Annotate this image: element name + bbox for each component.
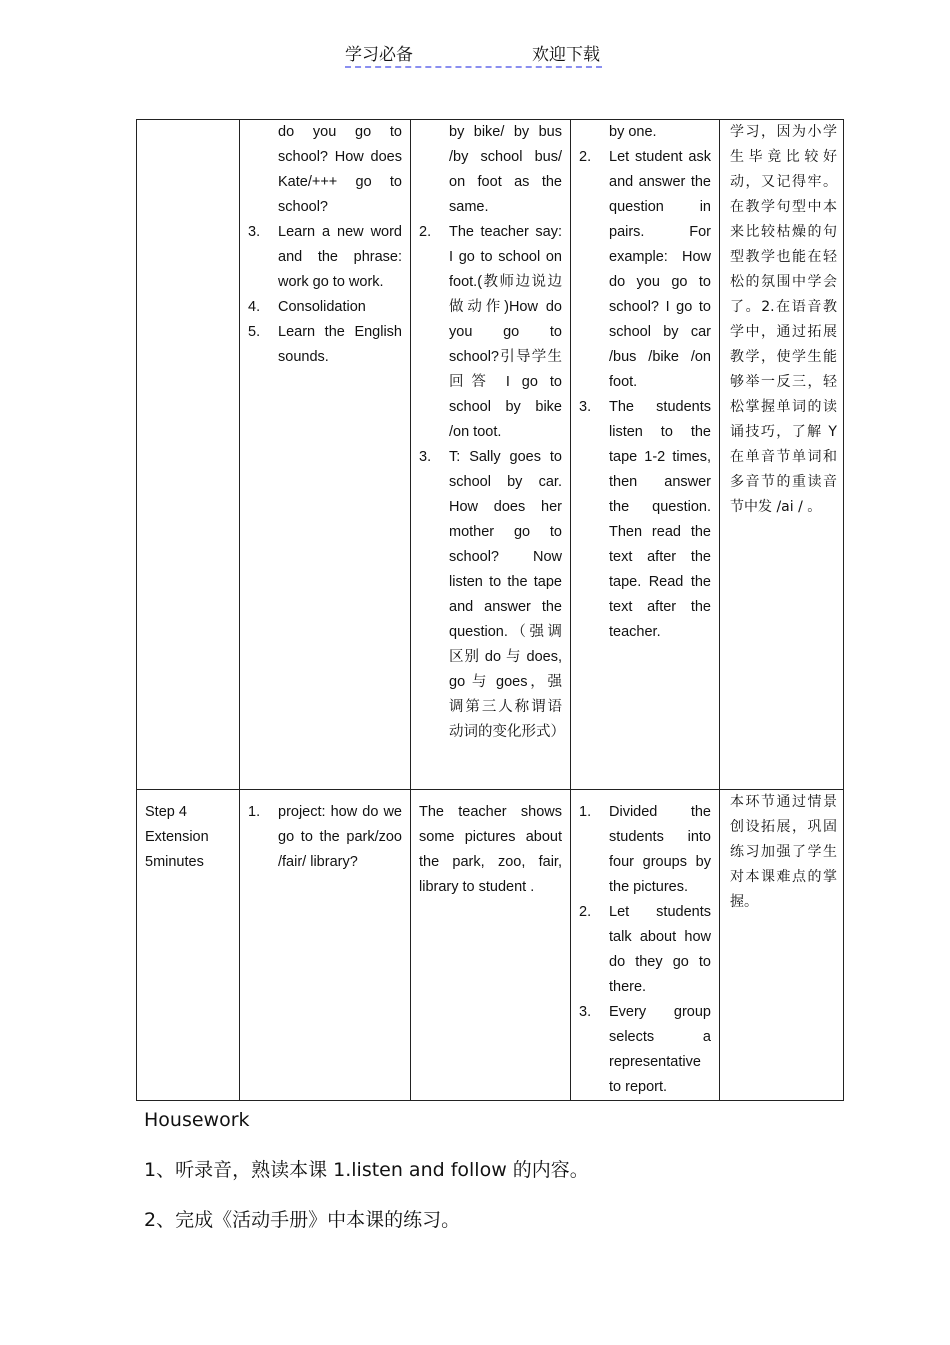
table-row (137, 120, 844, 790)
homework-item: 1、听录音，熟读本课 1.listen and follow 的内容。 (144, 1159, 589, 1181)
step-cell (137, 120, 240, 790)
list-item: 2. Let students talk about how do they go to there. (579, 904, 711, 995)
step-label: Step 4 (145, 804, 187, 820)
content-cell (240, 790, 411, 1101)
list-item: 3. Every group selects a representative to report. (579, 1004, 711, 1095)
list-item: by bike/ by bus /by school bus/ on foot as the same. (449, 124, 562, 215)
student-activity-cell (571, 120, 720, 790)
student-activity-list (579, 120, 711, 645)
header-right-text: 欢迎下载 (532, 45, 600, 65)
homework-section (144, 1105, 844, 1255)
list-item: 3. Learn a new word and the phrase: work go to work. (248, 224, 402, 290)
lesson-plan-table (136, 119, 844, 1101)
design-intent-text: 本环节通过情景创设拓展，巩固练习加强了学生对本课难点的掌握。 (730, 794, 837, 910)
list-item: 1. Divided the students into four groups by the pictures. (579, 804, 711, 895)
step-cell (137, 790, 240, 1101)
content-list (248, 120, 402, 370)
list-item: 2. Let student ask and answer the question in pairs. For example: How do you go to school? I go to school by car /bus /bike /on foot. (579, 149, 711, 390)
step-name: Extension (145, 829, 209, 845)
content-cell (240, 120, 411, 790)
teacher-activity-cell (411, 120, 571, 790)
list-item: 3. The students listen to the tape 1-2 times, then answer the question. Then read the text after the tape. Read the text after the teacher. (579, 399, 711, 640)
design-intent-cell (720, 790, 844, 1101)
homework-item: 2、完成《活动手册》中本课的练习。 (144, 1209, 461, 1231)
teacher-activity-list (419, 120, 565, 745)
step-duration: 5minutes (145, 854, 204, 870)
list-item: 3. T: Sally goes to school by car. How does her mother go to school? Now listen to the tape and answer the question.（强调区别 do 与 does, go 与 goes，强调第三人称谓语动词的变化形式） (419, 449, 565, 740)
content-list (248, 800, 402, 875)
teacher-activity-cell (411, 790, 571, 1101)
student-activity-list (579, 800, 711, 1100)
list-item: 4. Consolidation (248, 299, 366, 315)
table-row (137, 790, 844, 1101)
design-intent-text: 学习，因为小学生毕竟比较好动，又记得牢。在教学句型中本来比较枯燥的句型教学也能在轻松的氛围中学会了。2.在语音教学中，通过拓展教学，使学生能够举一反三，轻松掌握单词的读诵技巧，了解 Y 在单音节单词和多音节的重读音节中发 /ai / 。 (730, 124, 837, 515)
list-item: 1. project: how do we go to the park/zoo /fair/ library? (248, 804, 402, 870)
list-item: by one. (609, 124, 657, 140)
header-left-text: 学习必备 (345, 45, 413, 65)
teacher-activity-text: The teacher shows some pictures about the park, zoo, fair, library to student . (419, 804, 562, 895)
list-item: 2. The teacher say: I go to school on foot.(教师边说边做动作)How do you go to school?引导学生回答 I go to school by bike /on toot. (419, 224, 562, 440)
design-intent-cell (720, 120, 844, 790)
page-header (345, 40, 602, 68)
homework-title: Housework (144, 1109, 250, 1131)
student-activity-cell (571, 790, 720, 1101)
list-item: 5. Learn the English sounds. (248, 324, 402, 365)
list-item: do you go to school? How does Kate/+++ go to school? (278, 124, 402, 215)
